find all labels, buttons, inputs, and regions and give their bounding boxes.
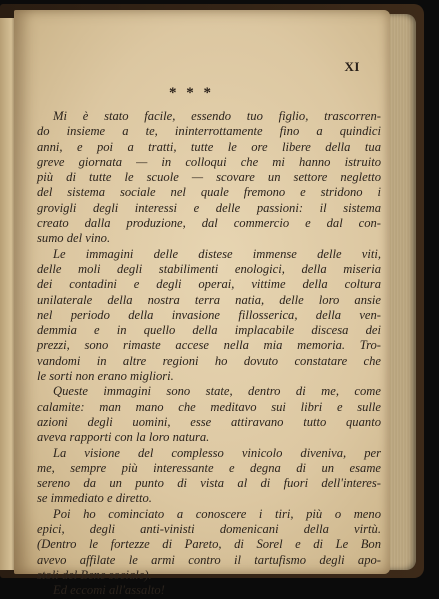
paragraph — [37, 507, 381, 583]
text-line: più di tutte le scuole — scovare un settore negletto — [37, 170, 381, 185]
text-line: demmia e in quello della implacabile discesa dei — [37, 323, 381, 338]
text-line: Queste immagini sono state, dentro di me, come — [53, 384, 381, 399]
text-line: avevo affilate le armi contro il tartufismo degli apo- — [37, 552, 381, 567]
text-line: Mi è stato facile, essendo tuo figlio, trascorren- — [53, 109, 381, 123]
section-break-asterisks: * * * — [169, 85, 214, 101]
text-line: azioni degli uomini, esse attiravano tutto quanto — [37, 414, 381, 429]
text-line: del sistema sociale nel quale fremono e stridono i — [37, 185, 381, 200]
text-line: vandomi in altre regioni ho dovuto constatare che — [37, 353, 381, 368]
text-line: sumo del vino. — [37, 231, 111, 246]
text-line: Ed eccomi all'assalto! — [53, 583, 165, 598]
text-line: sereno da un punto di vista al di fuori dell'interes- — [37, 476, 381, 491]
text-line: greve giornata — in colloqui che mi hanno istruito — [37, 154, 381, 169]
paragraph — [37, 583, 381, 598]
text-line: unilaterale della nostra terra natia, delle loro ansie — [37, 292, 381, 307]
text-line: aveva rapporti con la loro natura. — [37, 430, 210, 445]
text-line: se immediato e diretto. — [37, 491, 152, 506]
text-line: stoli del Bene sociale). — [37, 567, 152, 582]
page-number: XI — [344, 59, 360, 74]
body-text — [37, 109, 381, 599]
text-line: prezzi, sono rimaste accese nella mia memoria. Tro- — [37, 338, 381, 353]
text-line: (Dentro le fortezze di Pareto, di Sorel e di Le Bon — [37, 537, 381, 552]
text-line: grovigli degli interessi e delle passioni: il sistema — [37, 200, 381, 215]
text-line: do insieme a te, ininterrottamente fino a quindici — [37, 124, 381, 139]
text-line: nel periodo della invasione fillosserica, della ven- — [37, 307, 381, 322]
paragraph — [37, 109, 381, 247]
text-line: Poi ho cominciato a conoscere i tiri, più o meno — [53, 506, 381, 521]
text-line: calamite: man mano che meditavo sui libri e sulle — [37, 399, 381, 414]
text-line: le sorti non erano migliori. — [37, 369, 174, 384]
text-line: anni, e poi a tratti, tutte le ore libere della tua — [37, 139, 381, 154]
paragraph — [37, 247, 381, 385]
paragraph — [37, 384, 381, 445]
text-line: La visione del complesso vinicolo diveniva, per — [53, 445, 381, 460]
paragraph — [37, 446, 381, 507]
text-line: me, sempre più interessante e degna di un esame — [37, 460, 381, 475]
text-line: dei contadini e degli operai, vittime della coltura — [37, 277, 381, 292]
text-line: Le immagini delle distese immense delle viti, — [53, 246, 381, 261]
book-page — [14, 10, 390, 598]
text-line: epici, degli anti-vinisti domenicani della virtù. — [37, 522, 381, 537]
text-line: delle moli degli stabilimenti enologici, della miseria — [37, 261, 381, 276]
text-line: creato dalla produzione, dal commercio e dal con- — [37, 216, 381, 231]
